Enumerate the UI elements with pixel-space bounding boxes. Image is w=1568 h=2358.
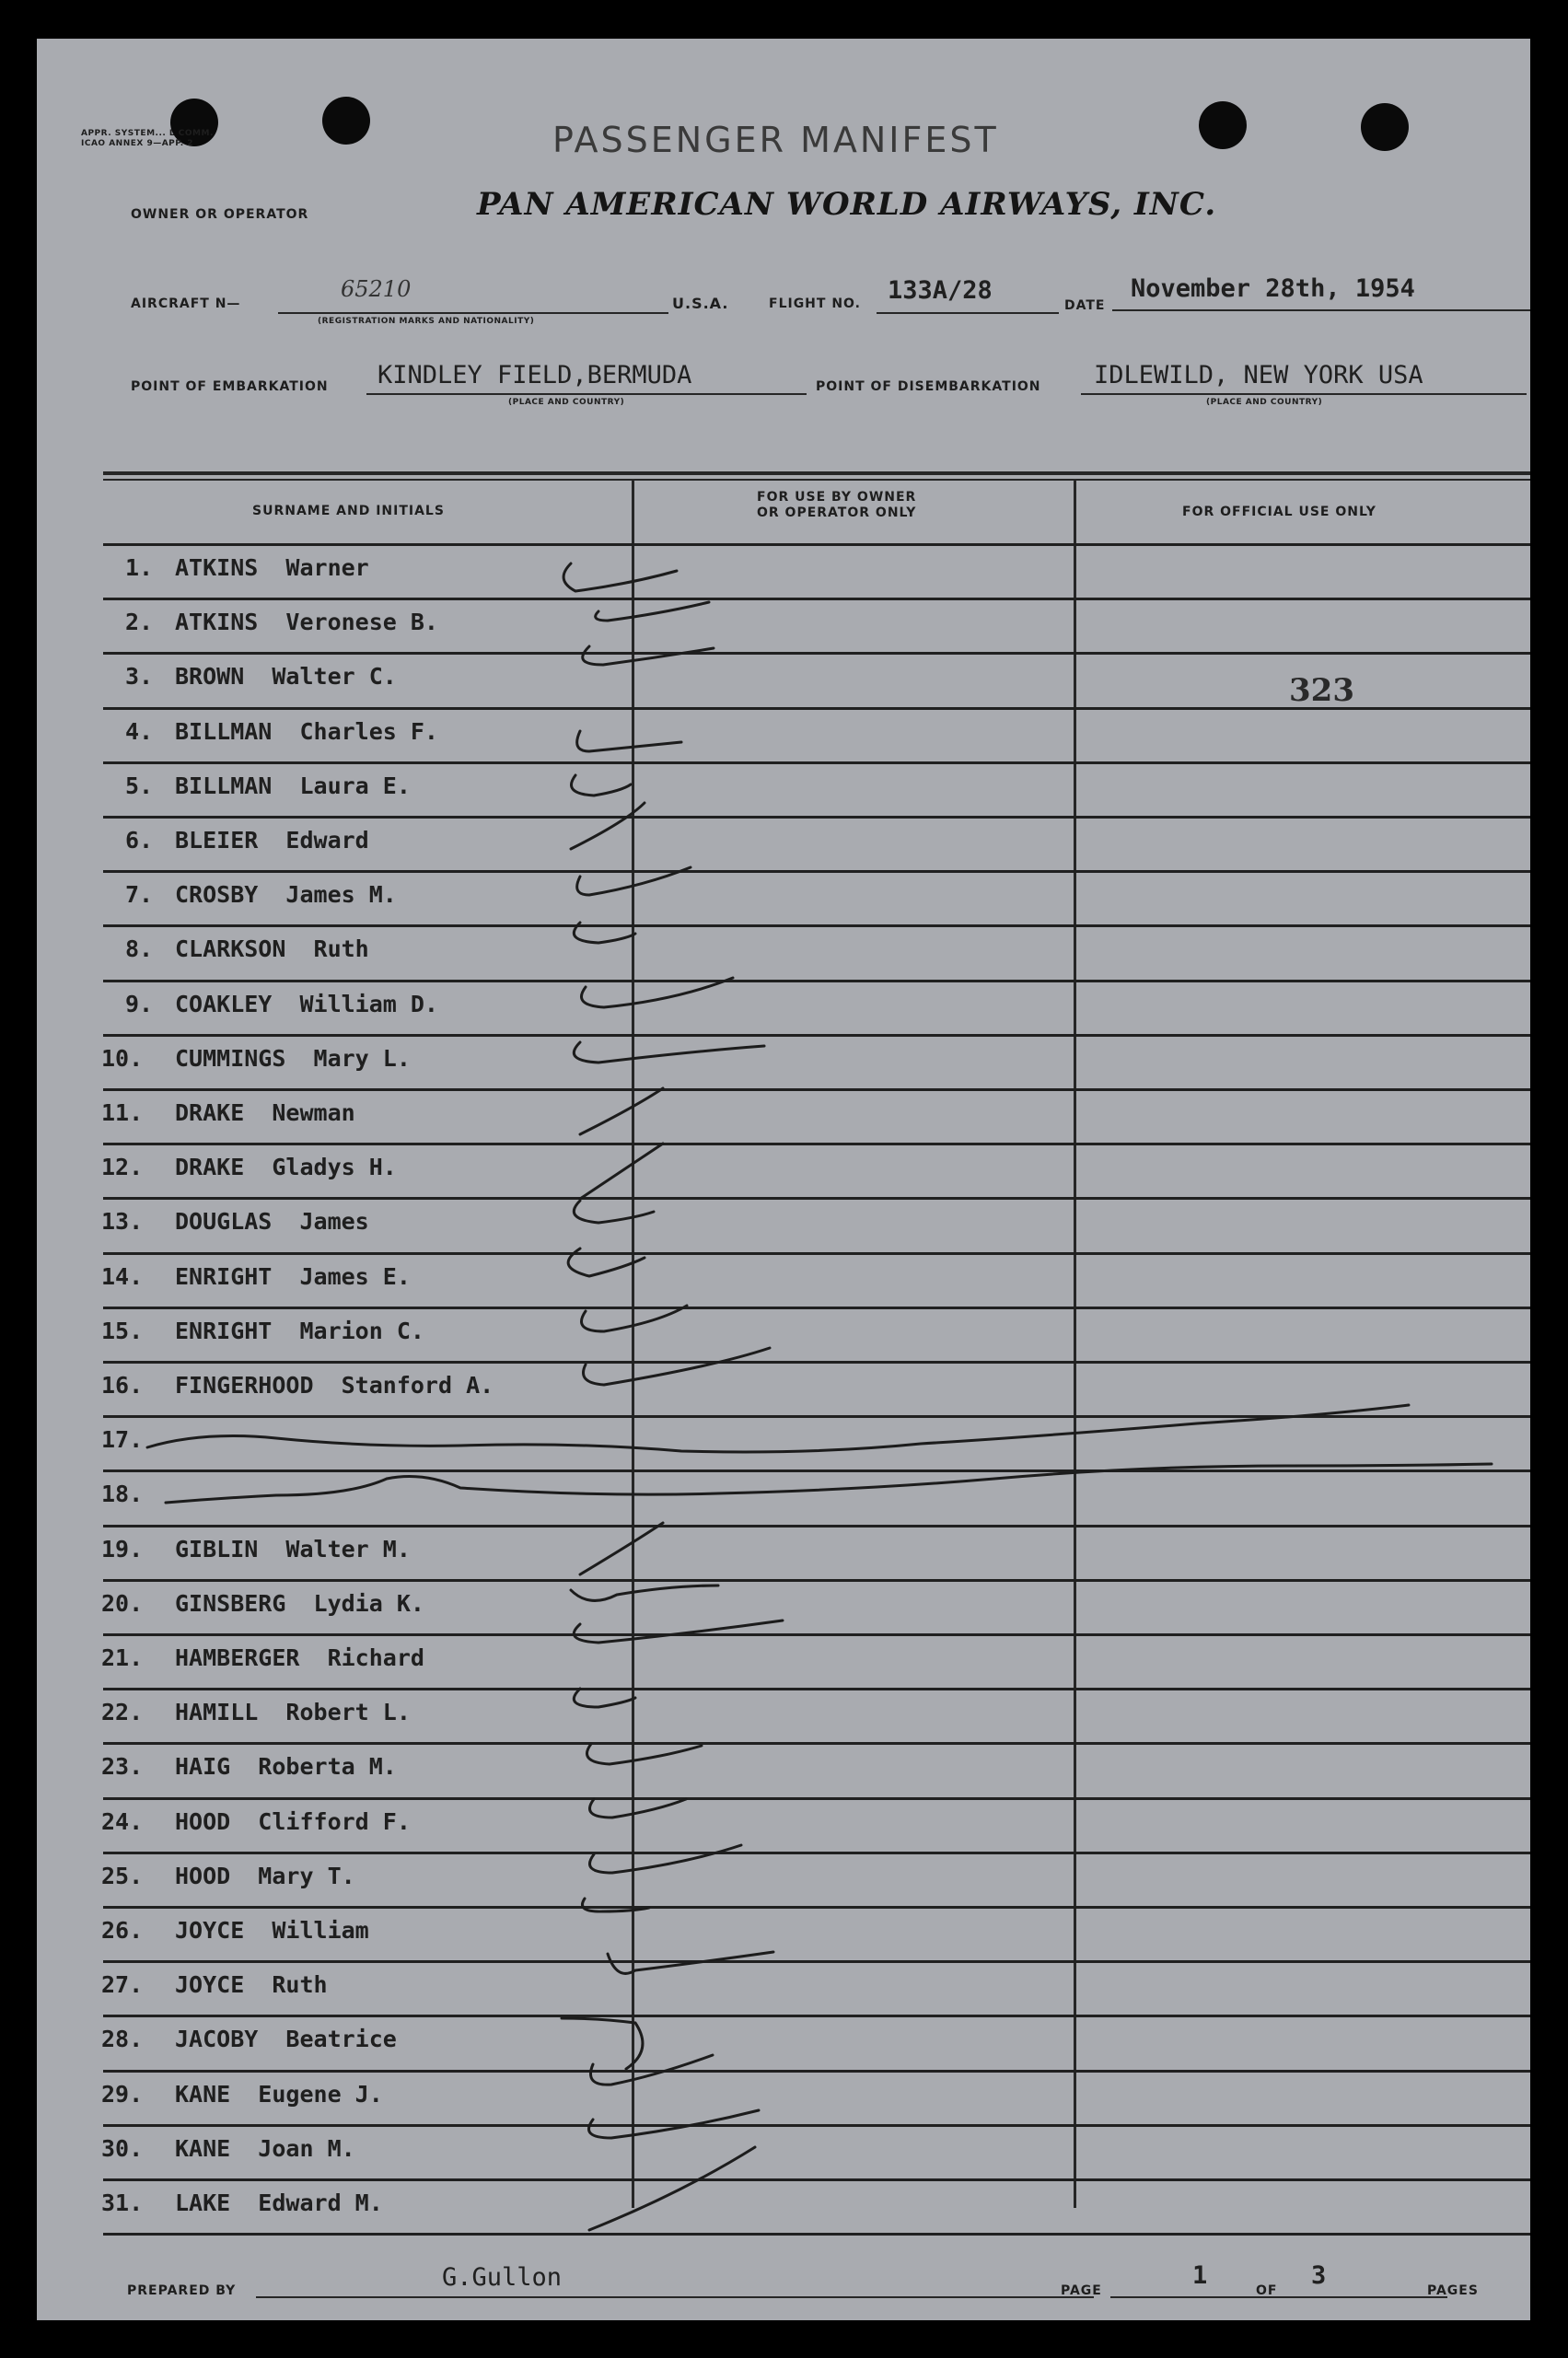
passenger-name: BLEIER Edward (175, 827, 369, 854)
passenger-number: 6. (125, 827, 154, 854)
pages-value: 3 (1311, 2261, 1327, 2290)
col-header-owner-line2: OR OPERATOR ONLY (757, 505, 917, 520)
passenger-number: 13. (101, 1208, 144, 1236)
passenger-number: 23. (101, 1753, 144, 1781)
passenger-number: 17. (101, 1426, 144, 1454)
aircraft-value: 65210 (341, 276, 412, 302)
passenger-number: 8. (125, 935, 154, 963)
aircraft-label: AIRCRAFT N— (131, 296, 241, 311)
passenger-number: 19. (101, 1535, 144, 1562)
passenger-name: HOOD Mary T. (175, 1862, 355, 1889)
passenger-number: 9. (125, 990, 154, 1017)
passenger-number: 28. (101, 2026, 144, 2053)
passenger-name: BROWN Walter C. (175, 663, 397, 691)
passenger-number: 25. (101, 1862, 144, 1889)
check-mark (563, 563, 677, 591)
passenger-name: HAIG Roberta M. (175, 1753, 397, 1781)
passenger-number: 21. (101, 1644, 144, 1671)
registration-caption: (REGISTRATION MARKS AND NATIONALITY) (318, 317, 535, 326)
prepared-value: G.Gullon (442, 2263, 563, 2292)
passenger-number: 14. (101, 1262, 144, 1290)
date-value: November 28th, 1954 (1131, 274, 1415, 303)
passenger-name: DRAKE Newman (175, 1099, 355, 1126)
passenger-name: CUMMINGS Mary L. (175, 1044, 411, 1072)
passenger-name: JOYCE William (175, 1917, 369, 1944)
embarkation-label: POINT OF EMBARKATION (131, 379, 329, 394)
passenger-name: CROSBY James M. (175, 881, 397, 909)
passenger-name: BILLMAN Laura E. (175, 772, 411, 799)
passenger-number: 20. (101, 1589, 144, 1617)
passenger-name: ATKINS Veronese B. (175, 609, 438, 636)
passenger-name: HOOD Clifford F. (175, 1807, 411, 1835)
manifest-sheet (37, 39, 1530, 2320)
passenger-name: ENRIGHT Marion C. (175, 1317, 424, 1344)
passenger-name: GINSBERG Lydia K. (175, 1589, 424, 1617)
owner-label: OWNER OR OPERATOR (131, 207, 309, 222)
passenger-name: GIBLIN Walter M. (175, 1535, 411, 1562)
passenger-number: 29. (101, 2080, 144, 2108)
passenger-name: BILLMAN Charles F. (175, 717, 438, 745)
pages-label: PAGES (1427, 2283, 1479, 2298)
prepared-label: PREPARED BY (127, 2283, 237, 2298)
passenger-number: 7. (125, 881, 154, 909)
col-header-surname: SURNAME AND INITIALS (252, 504, 445, 518)
passenger-name: LAKE Edward M. (175, 2190, 383, 2216)
passenger-number: 31. (101, 2190, 144, 2216)
passenger-name: KANE Joan M. (175, 2134, 355, 2162)
passenger-number: 1. (125, 554, 154, 581)
official-note: 323 (1289, 672, 1354, 709)
passenger-number: 10. (101, 1044, 144, 1072)
usa-label: U.S.A. (672, 295, 729, 312)
passenger-number: 27. (101, 1971, 144, 1999)
passenger-name: FINGERHOOD Stanford A. (175, 1372, 494, 1399)
disembarkation-value: IDLEWILD, NEW YORK USA (1094, 361, 1423, 389)
handwritten-checkmarks (37, 39, 1530, 2320)
page-title: PASSENGER MANIFEST (552, 120, 999, 160)
embarkation-value: KINDLEY FIELD,BERMUDA (377, 361, 692, 389)
passenger-number: 5. (125, 772, 154, 799)
passenger-name: ATKINS Warner (175, 554, 369, 581)
passenger-name: JACOBY Beatrice (175, 2026, 397, 2053)
prepared-underline (256, 2296, 1094, 2298)
passenger-name: JOYCE Ruth (175, 1971, 328, 1999)
approval-stamp: APPR. SYSTEM... L COMM. ICAO ANNEX 9—APP. 2 (81, 129, 214, 148)
embarkation-caption: (PLACE AND COUNTRY) (508, 398, 625, 407)
passenger-number: 24. (101, 1807, 144, 1835)
passenger-number: 16. (101, 1372, 144, 1399)
page-value: 1 (1192, 2261, 1208, 2290)
passenger-number: 3. (125, 663, 154, 691)
passenger-number: 26. (101, 1917, 144, 1944)
passenger-name: ENRIGHT James E. (175, 1262, 411, 1290)
company-name: PAN AMERICAN WORLD AIRWAYS, INC. (477, 186, 1217, 223)
passenger-name: DOUGLAS James (175, 1208, 369, 1236)
date-label: DATE (1064, 298, 1106, 313)
passenger-number: 18. (101, 1481, 144, 1508)
col-header-official: FOR OFFICIAL USE ONLY (1182, 505, 1376, 519)
disembarkation-caption: (PLACE AND COUNTRY) (1206, 398, 1323, 407)
passenger-name: KANE Eugene J. (175, 2080, 383, 2108)
passenger-name: COAKLEY William D. (175, 990, 438, 1017)
flight-label: FLIGHT NO. (769, 296, 861, 311)
passenger-number: 22. (101, 1699, 144, 1726)
pages-underline (1285, 2296, 1447, 2298)
passenger-number: 4. (125, 717, 154, 745)
passenger-number: 12. (101, 1154, 144, 1181)
passenger-name: HAMBERGER Richard (175, 1644, 424, 1671)
flight-value: 133A/28 (888, 276, 993, 305)
passenger-number: 15. (101, 1317, 144, 1344)
passenger-number: 11. (101, 1099, 144, 1126)
passenger-number: 30. (101, 2134, 144, 2162)
page-label: PAGE (1061, 2283, 1102, 2298)
passenger-name: DRAKE Gladys H. (175, 1154, 397, 1181)
col-header-owner: FOR USE BY OWNER (757, 490, 917, 505)
passenger-name: HAMILL Robert L. (175, 1699, 411, 1726)
passenger-number: 2. (125, 609, 154, 636)
of-label: OF (1256, 2283, 1278, 2298)
disembarkation-label: POINT OF DISEMBARKATION (816, 379, 1041, 394)
passenger-name: CLARKSON Ruth (175, 935, 369, 963)
